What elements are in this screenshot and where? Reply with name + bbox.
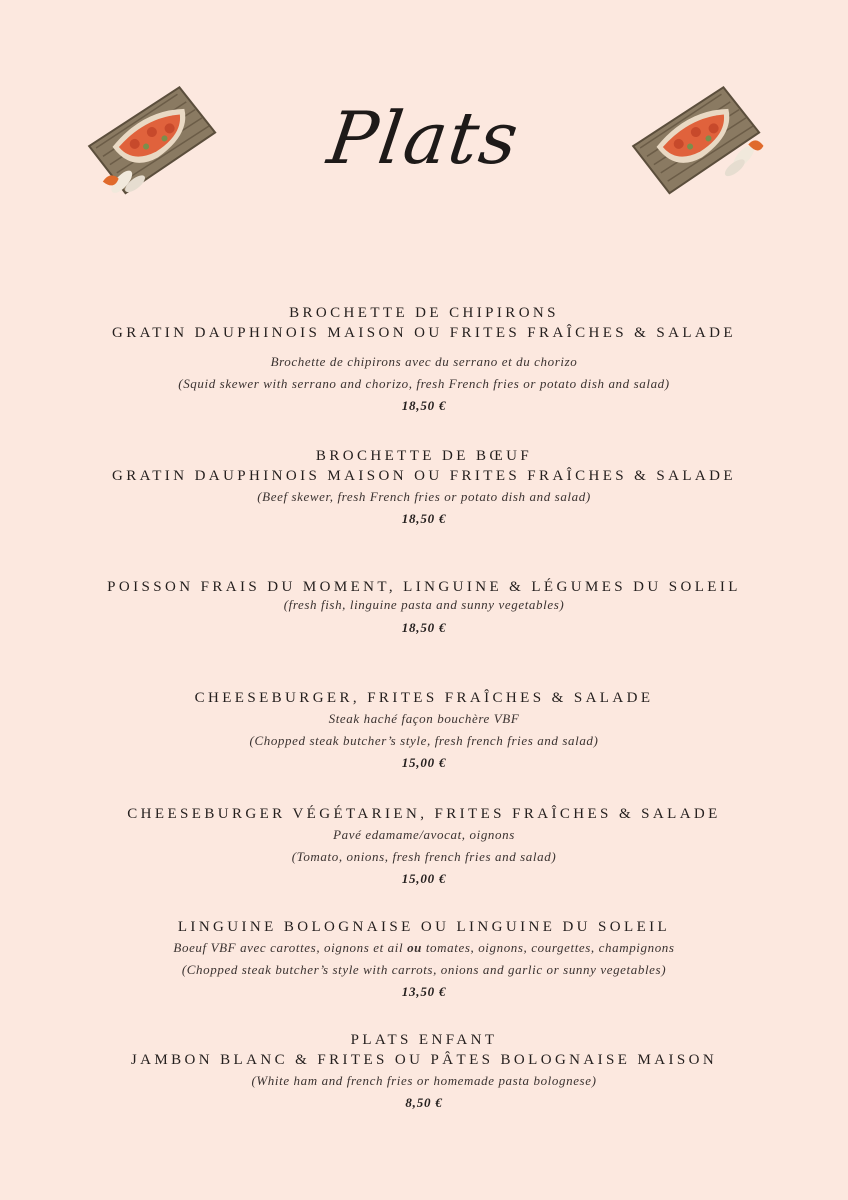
dish-price: 13,50 € — [401, 984, 447, 999]
dish-name: CHEESEBURGER VÉGÉTARIEN, FRITES FRAÎCHES & SALADE — [127, 806, 721, 822]
dish-translation: (White ham and french fries or homemade pasta bolognese) — [251, 1073, 597, 1088]
menu-item-plats-enfant — [0, 1030, 848, 1114]
dish-name: CHEESEBURGER, FRITES FRAÎCHES & SALADE — [194, 690, 654, 706]
dish-price: 18,50 € — [401, 620, 447, 635]
dish-description-part: tomates, oignons, courgettes, champignons — [422, 940, 675, 955]
menu-item-poisson-frais — [0, 577, 848, 639]
dish-description: Steak haché façon bouchère VBF — [328, 711, 520, 726]
dish-description-part: Boeuf VBF avec carottes, oignons et ail — [173, 940, 408, 955]
dish-illustration-left — [84, 86, 224, 204]
dish-translation: (fresh fish, linguine pasta and sunny vegetables) — [283, 597, 565, 612]
dish-illustration-right — [628, 86, 768, 204]
dish-description: Pavé edamame/avocat, oignons — [333, 827, 515, 842]
dish-translation: (Tomato, onions, fresh french fries and salad) — [291, 849, 557, 864]
dish-price: 8,50 € — [405, 1095, 443, 1110]
menu-item-cheeseburger — [0, 688, 848, 774]
dish-price: 18,50 € — [401, 511, 447, 526]
dish-sides: JAMBON BLANC & FRITES OU PÂTES BOLOGNAISE MAISON — [130, 1052, 718, 1068]
dish-description — [0, 937, 848, 959]
menu-item-brochette-chipirons — [0, 303, 848, 417]
menu-item-cheeseburger-vegetarien — [0, 804, 848, 890]
dish-price: 18,50 € — [401, 398, 447, 413]
dish-translation: (Beef skewer, fresh French fries or potato dish and salad) — [257, 489, 591, 504]
dish-name: LINGUINE BOLOGNAISE OU LINGUINE DU SOLEIL — [177, 919, 671, 935]
dish-sides: GRATIN DAUPHINOIS MAISON OU FRITES FRAÎCHES & SALADE — [112, 468, 736, 484]
menu-item-brochette-boeuf — [0, 446, 848, 530]
dish-description-or: ou — [407, 940, 422, 955]
dish-name: BROCHETTE DE CHIPIRONS — [289, 305, 559, 321]
dish-name: PLATS ENFANT — [350, 1032, 498, 1048]
dish-sides: GRATIN DAUPHINOIS MAISON OU FRITES FRAÎCHES & SALADE — [112, 325, 736, 341]
dish-translation: (Squid skewer with serrano and chorizo, fresh French fries or potato dish and salad) — [178, 376, 670, 391]
dish-name: POISSON FRAIS DU MOMENT, LINGUINE & LÉGUMES DU SOLEIL — [107, 579, 741, 595]
page-title: Plats — [322, 96, 526, 180]
dish-translation: (Chopped steak butcher’s style, fresh french fries and salad) — [249, 733, 599, 748]
dish-price: 15,00 € — [401, 755, 447, 770]
dish-translation: (Chopped steak butcher’s style with carrots, onions and garlic or sunny vegetables) — [181, 962, 667, 977]
menu-item-linguine — [0, 917, 848, 1003]
dish-price: 15,00 € — [401, 871, 447, 886]
dish-name: BROCHETTE DE BŒUF — [315, 448, 533, 464]
dish-description: Brochette de chipirons avec du serrano et du chorizo — [270, 354, 578, 369]
